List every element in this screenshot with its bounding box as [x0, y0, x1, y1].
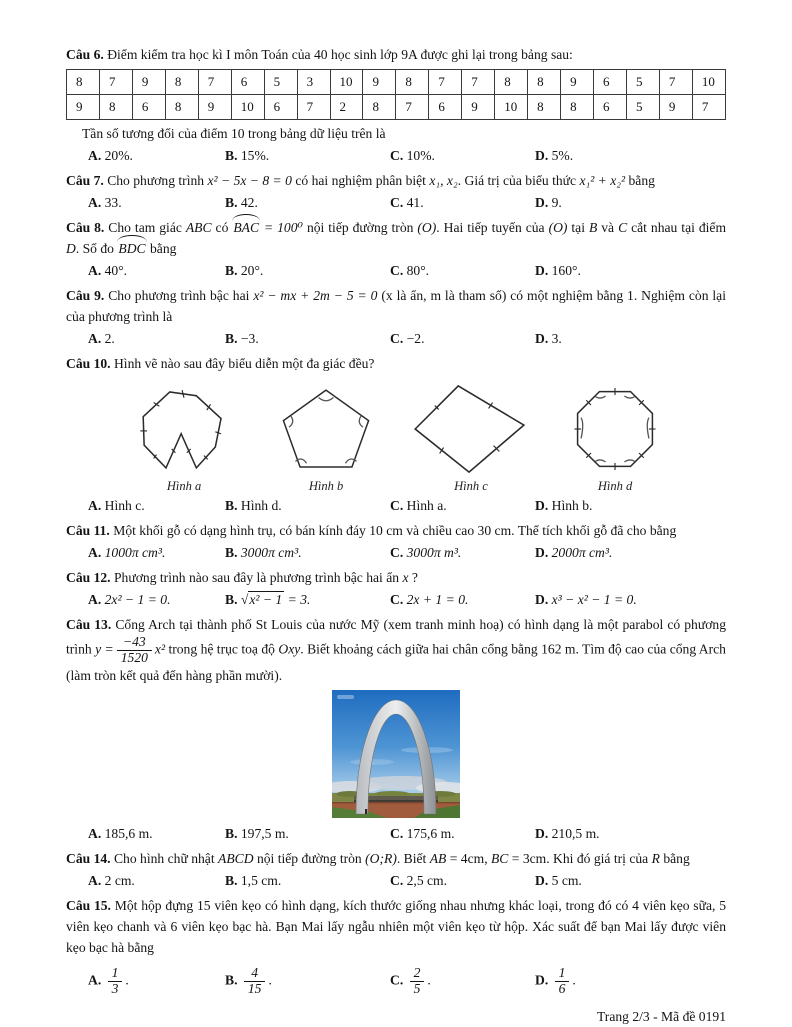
option-d: D. 210,5 m. [535, 826, 600, 842]
option-c: C. 3000π m³. [390, 545, 462, 560]
score-cell: 8 [528, 95, 561, 120]
q6-label: Câu 6. [66, 47, 104, 62]
score-cell: 6 [231, 70, 264, 95]
option-a: A. Hình c. [88, 498, 145, 513]
q12-options [66, 590, 726, 610]
question-8 [66, 217, 726, 281]
gateway-arch-image [332, 690, 460, 818]
figure-d-caption: Hình d [597, 479, 633, 493]
question-13 [66, 614, 726, 844]
option-d: D. 160°. [535, 263, 581, 278]
q9-options [66, 329, 726, 349]
q8-options [66, 261, 726, 281]
fraction-value: $\frac{2}{5}$ [410, 966, 425, 996]
option-c: C. 2x + 1 = 0. [390, 592, 469, 607]
score-cell: 8 [528, 70, 561, 95]
q7-equation: x² − 5x − 8 = 0 [207, 173, 292, 188]
option-a: A. 1000π cm³. [88, 545, 166, 560]
pentagon-icon [276, 382, 376, 476]
score-table [66, 69, 726, 120]
option-d: D. 3. [535, 331, 562, 346]
q13-heading: Câu 13. Cổng Arch tại thành phố St Louis của nước Mỹ (xem tranh minh hoạ) có hình dạng là một parabol có phương trình y = $\frac{-43}{1520}$ x² trong hệ trục toạ độ Oxy. Biết khoảng cách giữa hai chân cổng bằng 162 m. Tìm độ cao của cổng Arch (làm tròn kết quả đến hàng phần mười). [66, 617, 726, 684]
question-6 [66, 44, 726, 166]
score-cell: 9 [132, 70, 165, 95]
quadrilateral-icon [412, 382, 530, 476]
option-a: A. $\frac{1}{3}$ . [88, 965, 129, 997]
figure-hinh-c [412, 382, 530, 494]
score-cell: 8 [495, 70, 528, 95]
score-cell: 9 [462, 95, 495, 120]
score-cell: 6 [264, 95, 297, 120]
score-cell: 5 [264, 70, 297, 95]
option-value: 5%. [551, 148, 574, 163]
option-a: A. 2. [88, 331, 115, 346]
score-cell: 7 [429, 70, 462, 95]
parabola-coefficient-fraction: $\frac{-43}{1520}$ [117, 635, 152, 665]
arc-angle-BAC: BAC [232, 217, 260, 238]
option-c: C. Hình a. [390, 498, 447, 513]
option-a: A. 2 cm. [88, 873, 135, 889]
figure-hinh-a [128, 382, 240, 494]
question-11 [66, 520, 726, 563]
score-cell: 9 [198, 95, 231, 120]
option-c: C. 80°. [390, 263, 430, 278]
q12-heading: Câu 12. Phương trình nào sau đây là phương trình bậc hai ẩn x ? [66, 570, 418, 585]
option-b: B. 15%. [225, 148, 270, 163]
option-a: A. 20%. [88, 148, 133, 163]
q6-heading [66, 44, 726, 65]
score-cell: 7 [198, 70, 231, 95]
q7-options [66, 193, 726, 213]
q14-options [66, 871, 726, 891]
figure-hinh-d [566, 382, 664, 494]
question-14 [66, 848, 726, 891]
q11-options [66, 543, 726, 563]
score-cell: 6 [429, 95, 462, 120]
fraction-value: $\frac{1}{6}$ [555, 966, 570, 996]
option-value: 10%. [406, 148, 435, 163]
q9-equation: x² − mx + 2m − 5 = 0 [253, 288, 378, 303]
q8-heading: Câu 8. Cho tam giác ABC có BAC = 100⁰ nội tiếp đường tròn (O). Hai tiếp tuyến của (O) tại B và C cắt nhau tại điểm D. Số đo BDC bằng [66, 217, 726, 259]
option-c: C. 41. [390, 195, 424, 210]
question-9 [66, 285, 726, 349]
option-d: D. Hình b. [535, 498, 593, 513]
q9-heading: Câu 9. Cho phương trình bậc hai x² − mx + 2m − 5 = 0 (x là ẩn, m là tham số) có một nghiệm bằng 1. Nghiệm còn lại của phương trình là [66, 288, 726, 324]
option-b: B. 42. [225, 195, 258, 210]
score-cell: 7 [396, 95, 429, 120]
score-cell: 8 [396, 70, 429, 95]
q15-options [66, 966, 726, 996]
score-cell: 10 [495, 95, 528, 120]
option-b: B. −3. [225, 331, 259, 346]
option-c: C. 2,5 cm. [390, 873, 448, 889]
option-b: B. $\frac{4}{15}$ . [225, 965, 272, 997]
option-d: D. $\frac{1}{6}$ . [535, 965, 576, 997]
option-d: D. 5%. [535, 148, 574, 163]
q14-heading: Câu 14. Cho hình chữ nhật ABCD nội tiếp đường tròn (O;R). Biết AB = 4cm, BC = 3cm. Khi đó giá trị của R bằng [66, 851, 690, 867]
arch-photo [332, 690, 460, 822]
arc-angle-BDC: BDC [117, 238, 146, 259]
score-cell: 7 [297, 95, 330, 120]
option-b: B. 20°. [225, 263, 264, 278]
score-cell: 8 [99, 95, 132, 120]
question-12 [66, 567, 726, 610]
q6-options [66, 146, 726, 166]
score-cell: 7 [99, 70, 132, 95]
score-cell: 6 [594, 70, 627, 95]
score-cell: 10 [330, 70, 363, 95]
score-cell: 5 [626, 95, 659, 120]
radical-sign: √ [240, 592, 249, 607]
option-b: B. 3000π cm³. [225, 545, 302, 560]
score-cell: 8 [561, 95, 594, 120]
figure-c-caption: Hình c [454, 479, 488, 493]
concave-polygon-icon [128, 382, 240, 476]
option-c: C. −2. [390, 331, 425, 346]
q6-prompt: Tần số tương đối của điểm 10 trong bảng dữ liệu trên là [82, 126, 386, 141]
option-a: A. 33. [88, 195, 122, 210]
option-b: B. √x² − 1 = 3. [225, 592, 311, 607]
score-table-row2 [67, 95, 726, 120]
q13-options [66, 824, 726, 844]
score-cell: 8 [363, 95, 396, 120]
option-b: B. 197,5 m. [225, 826, 289, 842]
option-d: D. 5 cm. [535, 873, 582, 889]
figure-b-caption: Hình b [308, 479, 344, 493]
page-footer: Trang 2/3 - Mã đề 0191 [596, 1008, 726, 1024]
option-b: B. Hình d. [225, 498, 282, 513]
option-value: 20%. [104, 148, 133, 163]
score-cell: 9 [561, 70, 594, 95]
option-d: D. 9. [535, 195, 562, 210]
question-7 [66, 170, 726, 213]
score-cell: 5 [626, 70, 659, 95]
score-cell: 7 [659, 70, 692, 95]
polygon-figures [66, 382, 726, 494]
score-cell: 2 [330, 95, 363, 120]
option-d: D. 2000π cm³. [535, 545, 613, 560]
question-10 [66, 353, 726, 516]
q6-intro: Điểm kiểm tra học kì I môn Toán của 40 học sinh lớp 9A được ghi lại trong bảng sau: [107, 47, 573, 62]
score-cell: 9 [67, 95, 100, 120]
score-cell: 9 [659, 95, 692, 120]
fraction-value: $\frac{4}{15}$ [244, 966, 266, 996]
option-a: A. 185,6 m. [88, 826, 153, 842]
octagon-icon [566, 382, 664, 476]
score-cell: 7 [692, 95, 725, 120]
score-cell: 6 [132, 95, 165, 120]
score-cell: 3 [297, 70, 330, 95]
figure-a-caption: Hình a [166, 479, 202, 493]
score-cell: 9 [363, 70, 396, 95]
q11-heading: Câu 11. Một khối gỗ có dạng hình trụ, có bán kính đáy 10 cm và chiều cao 30 cm. Thể tích khối gỗ đã cho bằng [66, 523, 677, 538]
q7-heading: Câu 7. Cho phương trình x² − 5x − 8 = 0 có hai nghiệm phân biệt x₁, x₂. Giá trị của biểu thức x₁² + x₂² bằng [66, 173, 655, 188]
option-a: A. 40°. [88, 263, 128, 278]
q10-heading: Câu 10. Hình vẽ nào sau đây biểu diễn một đa giác đều? [66, 356, 375, 371]
fraction-value: $\frac{1}{3}$ [108, 966, 123, 996]
option-d: D. x³ − x² − 1 = 0. [535, 592, 637, 607]
option-c: C. 10%. [390, 148, 435, 163]
figure-hinh-b [276, 382, 376, 494]
score-cell: 7 [462, 70, 495, 95]
score-cell: 8 [67, 70, 100, 95]
score-table-row1 [67, 70, 726, 95]
score-cell: 10 [692, 70, 725, 95]
option-c: C. $\frac{2}{5}$ . [390, 965, 431, 997]
q15-heading: Câu 15. Một hộp đựng 15 viên kẹo có hình dạng, kích thước giống nhau nhưng khác loại, trong đó có 4 viên kẹo sữa, 5 viên kẹo chanh và 6 viên kẹo bạc hà. Bạn Mai lấy ngẫu nhiên một viên kẹo từ hộp. Xác suất để bạn Mai lấy được viên kẹo bạc hà bằng [66, 898, 726, 956]
option-value: 15%. [240, 148, 270, 163]
score-cell: 8 [165, 95, 198, 120]
question-15 [66, 895, 726, 996]
watermark [337, 695, 354, 699]
radicand: x² − 1 [249, 592, 283, 607]
q10-options [66, 496, 726, 516]
option-c: C. 175,6 m. [390, 826, 455, 842]
score-cell: 10 [231, 95, 264, 120]
score-cell: 8 [165, 70, 198, 95]
score-cell: 6 [594, 95, 627, 120]
option-a: A. 2x² − 1 = 0. [88, 592, 171, 607]
option-b: B. 1,5 cm. [225, 873, 282, 889]
